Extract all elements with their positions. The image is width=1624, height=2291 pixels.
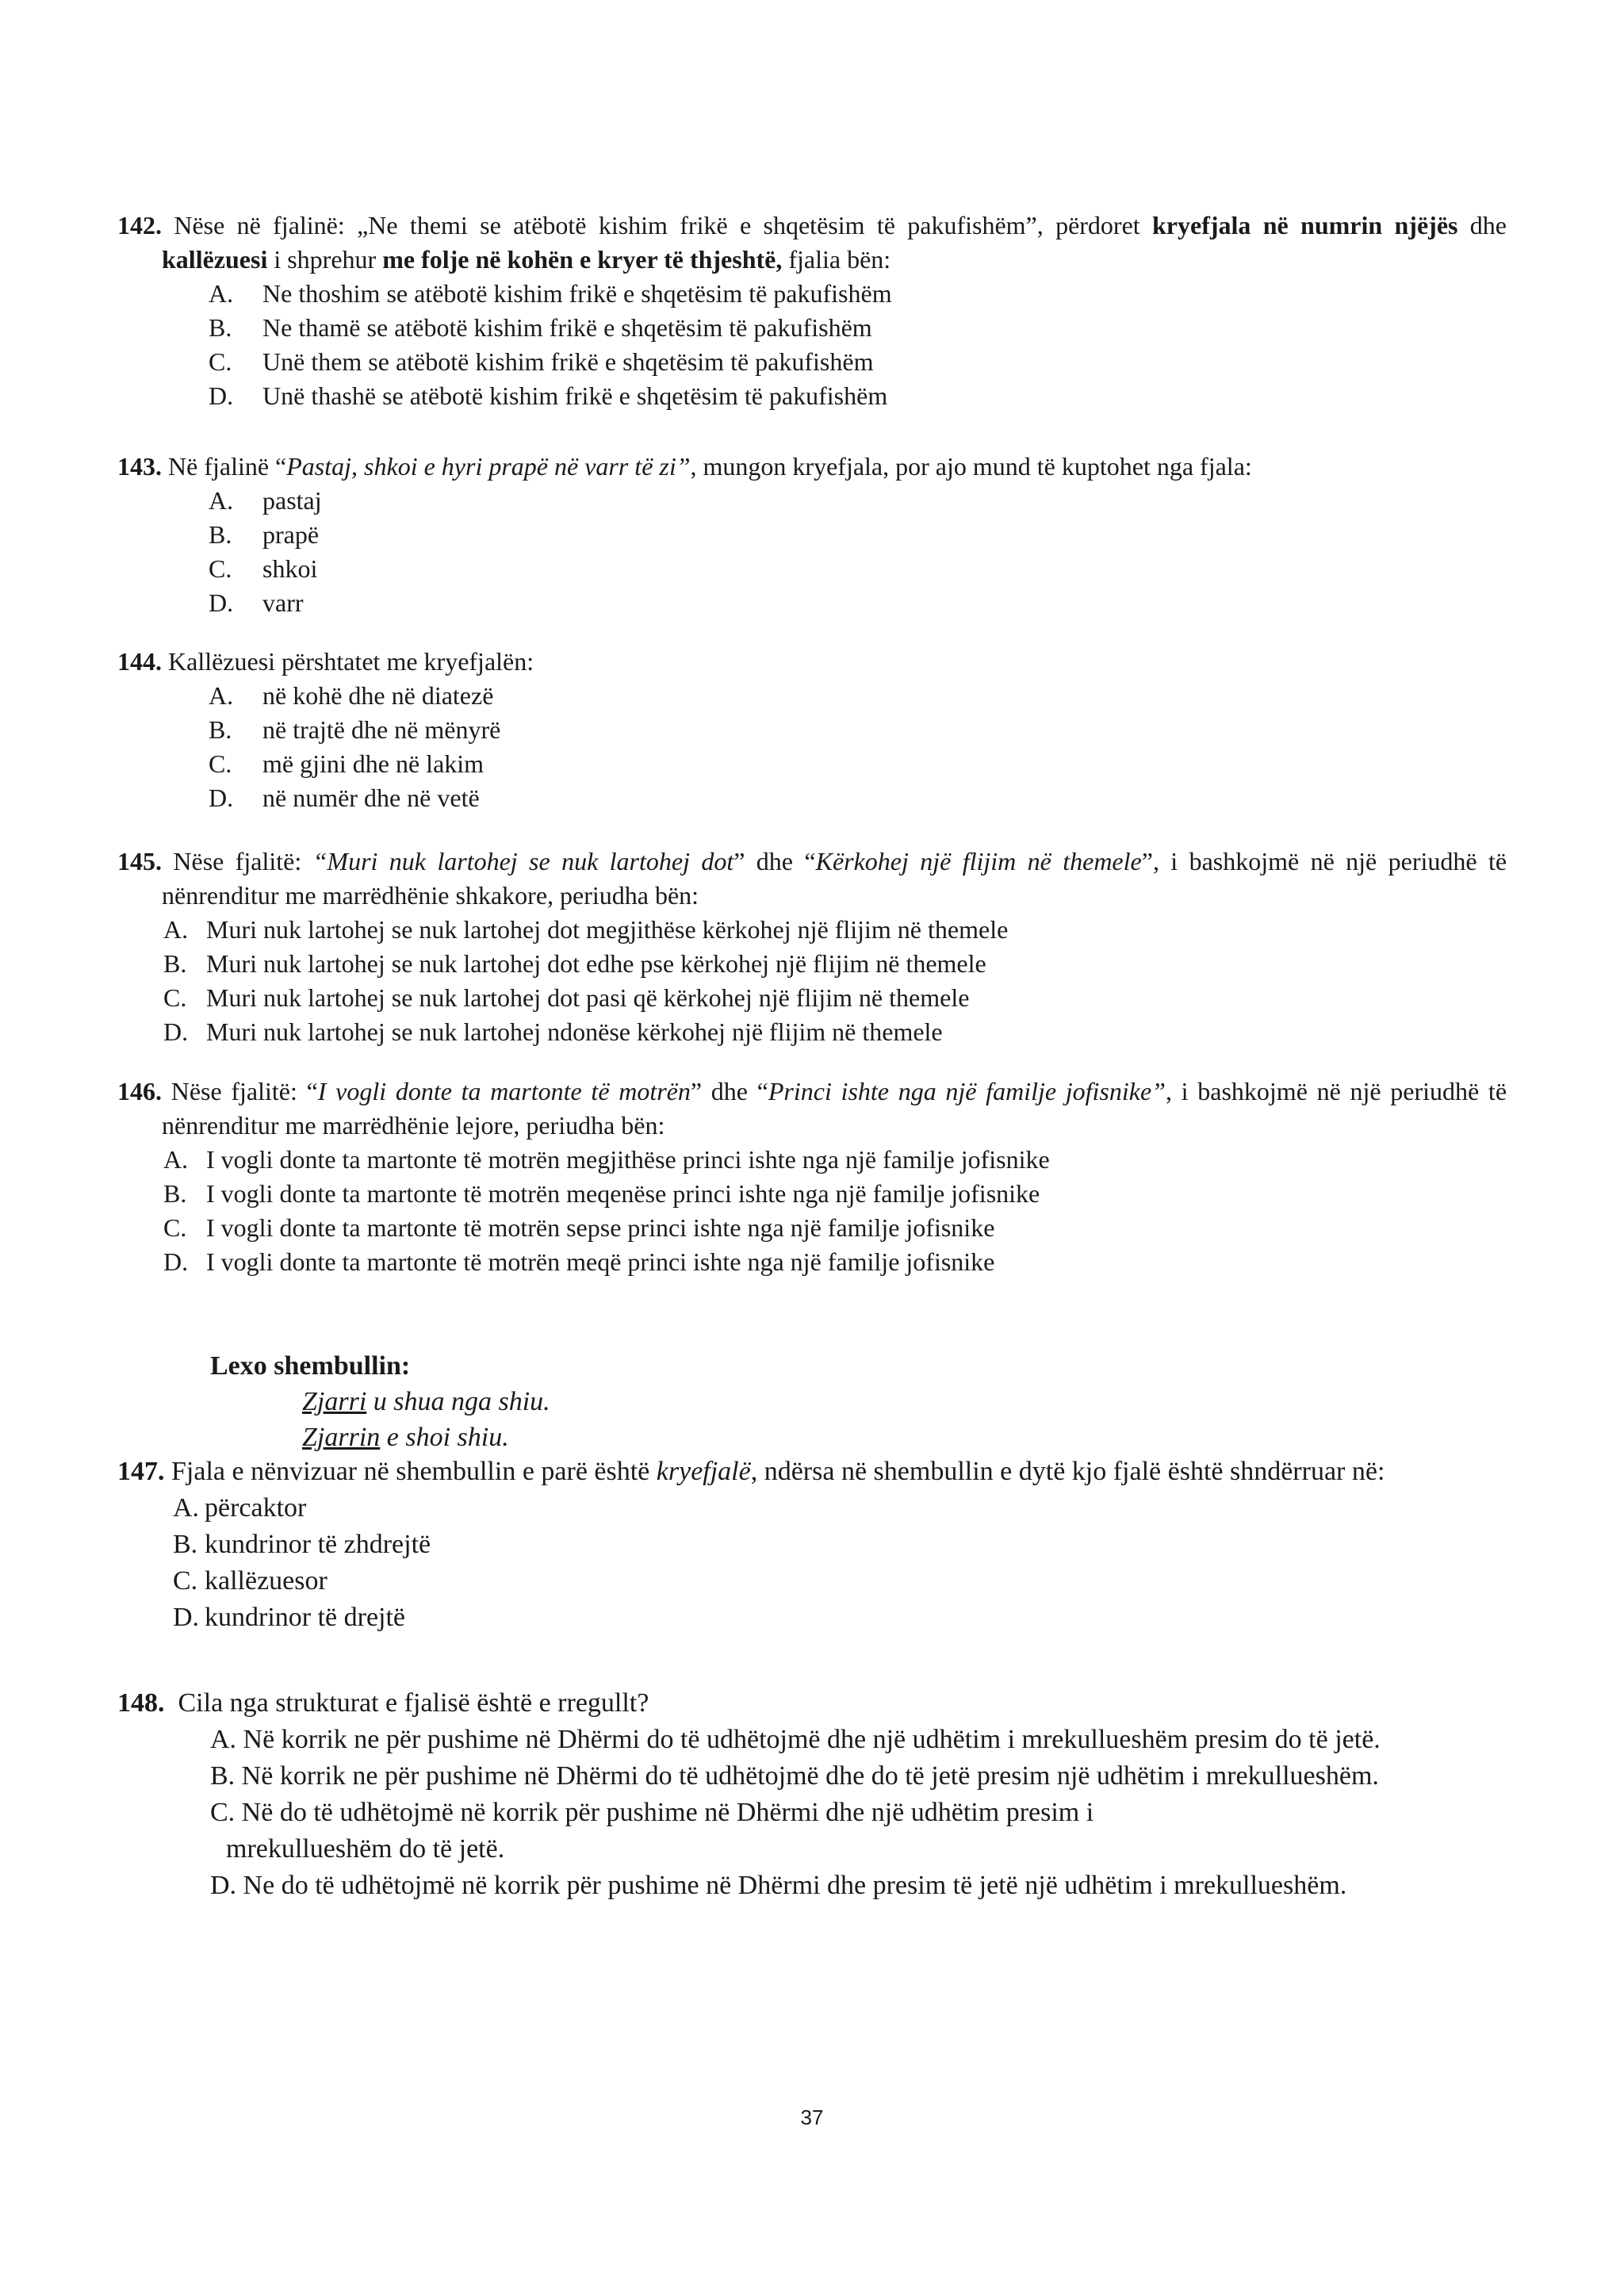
- stem-italic: Pastaj, shkoi e hyri prapë në varr të zi”: [286, 452, 691, 481]
- option-text: shkoi: [262, 554, 318, 583]
- option-text: varr: [262, 588, 304, 617]
- question-147-stem: [117, 1454, 1507, 1490]
- option-c[interactable]: [117, 1563, 1507, 1599]
- options-list: [117, 679, 1507, 815]
- question-148: [117, 1685, 1507, 1904]
- stem-bold: me folje në kohën e kryer të thjeshtë,: [382, 245, 783, 274]
- example-block: [210, 1348, 550, 1455]
- option-letter: D.: [163, 1247, 189, 1276]
- question-146: [117, 1075, 1507, 1279]
- option-b[interactable]: B. Në korrik ne për pushime në Dhërmi do të udhëtojmë dhe do të jetë presim një udhëtim i mrekullueshëm.: [210, 1761, 1379, 1791]
- page-number: 37: [800, 2105, 824, 2129]
- option-letter: B.: [209, 520, 232, 549]
- question-144: [117, 645, 1507, 815]
- option-c[interactable]: [117, 552, 1507, 586]
- stem-text: ”, i bashkojmë në një periudhë të nënrenditur me marrëdhënie shkakore, periudha bën:: [162, 847, 1507, 910]
- option-text: përcaktor: [205, 1493, 307, 1523]
- option-c[interactable]: [117, 747, 1507, 781]
- question-148-stem: [117, 1685, 1507, 1722]
- option-letter: D.: [209, 783, 234, 812]
- option-text: Muri nuk lartohej se nuk lartohej dot pasi që kërkohej një flijim në themele: [206, 983, 970, 1012]
- question-143-stem: [117, 450, 1507, 484]
- example-text: e shoi shiu.: [380, 1423, 509, 1452]
- option-c[interactable]: [117, 1211, 1507, 1245]
- option-text: Ne thamë se atëbotë kishim frikë e shqetësim të pakufishëm: [262, 313, 872, 342]
- option-d[interactable]: D. Ne do të udhëtojmë në korrik për pushime në Dhërmi dhe presim të jetë një udhëtim i mrekullueshëm.: [210, 1871, 1347, 1900]
- option-letter: A.: [209, 279, 234, 308]
- option-d[interactable]: [117, 1245, 1507, 1279]
- stem-italic: kryefjalë: [656, 1457, 751, 1486]
- option-letter: A.: [173, 1493, 200, 1523]
- option-c[interactable]: [117, 981, 1507, 1015]
- question-number: 145.: [117, 847, 162, 875]
- stem-text: ” dhe “: [690, 1077, 768, 1105]
- question-number: 146.: [117, 1077, 162, 1105]
- option-text: pastaj: [262, 486, 322, 515]
- option-text: I vogli donte ta martonte të motrën megjithëse princi ishte nga një familje jofisnike: [206, 1145, 1050, 1174]
- option-text: Muri nuk lartohej se nuk lartohej dot megjithëse kërkohej një flijim në themele: [206, 915, 1009, 944]
- option-letter: A.: [209, 486, 234, 515]
- option-letter: D.: [173, 1603, 200, 1632]
- option-text: Unë thashë se atëbotë kishim frikë e shqetësim të pakufishëm: [262, 381, 888, 410]
- option-b[interactable]: [117, 518, 1507, 552]
- option-a[interactable]: [117, 913, 1507, 947]
- option-b[interactable]: [117, 1177, 1507, 1211]
- option-letter: D.: [209, 381, 234, 410]
- option-letter: B.: [173, 1530, 198, 1559]
- option-c[interactable]: [117, 345, 1507, 379]
- underlined-word: Zjarrin: [302, 1423, 381, 1452]
- option-letter: A.: [163, 1145, 189, 1174]
- stem-text: Kallëzuesi përshtatet me kryefjalën:: [168, 647, 534, 676]
- stem-text: , i bashkojmë në një periudhë të nënrenditur me marrëdhënie lejore, periudha bën:: [162, 1077, 1507, 1140]
- option-text: më gjini dhe në lakim: [262, 749, 485, 778]
- question-145: [117, 845, 1507, 1049]
- question-145-stem: [117, 845, 1507, 913]
- option-letter: C.: [163, 1213, 187, 1242]
- question-number: 142.: [117, 211, 162, 239]
- option-letter: C.: [173, 1566, 198, 1596]
- option-text: I vogli donte ta martonte të motrën sepse princi ishte nga një familje jofisnike: [206, 1213, 995, 1242]
- option-b[interactable]: [117, 947, 1507, 981]
- stem-text: Nëse në fjalinë: „Ne themi se atëbotë kishim frikë e shqetësim të pakufishëm”, përdoret: [174, 211, 1152, 239]
- option-text: në trajtë dhe në mënyrë: [262, 715, 501, 744]
- question-142: [117, 209, 1507, 413]
- stem-text: fjalia bën:: [782, 245, 891, 274]
- stem-text: Fjala e nënvizuar në shembullin e parë është: [171, 1457, 657, 1486]
- option-text: kallëzuesor: [205, 1566, 327, 1596]
- question-146-stem: [117, 1075, 1507, 1143]
- option-letter: C.: [163, 983, 187, 1012]
- options-list: [117, 484, 1507, 620]
- option-d[interactable]: [117, 1599, 1507, 1636]
- option-c[interactable]: [117, 1795, 1507, 1868]
- stem-text: Nëse fjalitë: “: [170, 1077, 318, 1105]
- option-a[interactable]: [117, 1143, 1507, 1177]
- example-line-2: [210, 1419, 550, 1455]
- question-143: [117, 450, 1507, 620]
- option-b[interactable]: [117, 713, 1507, 747]
- stem-italic: I vogli donte ta martonte të motrën: [317, 1077, 691, 1105]
- option-letter: C.: [209, 347, 232, 376]
- option-c-line-2: mrekullueshëm do të jetë.: [226, 1834, 505, 1864]
- option-letter: C.: [209, 749, 232, 778]
- option-a[interactable]: A. Në korrik ne për pushime në Dhërmi do të udhëtojmë dhe një udhëtim i mrekullueshëm presim do të jetë.: [210, 1725, 1381, 1754]
- stem-text: Nëse fjalitë:: [173, 847, 313, 875]
- option-text: prapë: [262, 520, 320, 549]
- option-d[interactable]: [117, 379, 1507, 413]
- option-c-line-1: C. Në do të udhëtojmë në korrik për pushime në Dhërmi dhe një udhëtim presim i: [210, 1798, 1094, 1827]
- option-a[interactable]: [117, 277, 1507, 311]
- option-d[interactable]: [117, 1015, 1507, 1049]
- option-b[interactable]: [117, 311, 1507, 345]
- option-letter: D.: [163, 1017, 189, 1046]
- example-line-1: [210, 1384, 550, 1419]
- option-text: Muri nuk lartohej se nuk lartohej ndonëse kërkohej një flijim në themele: [206, 1017, 943, 1046]
- options-list: [117, 1143, 1507, 1279]
- question-142-stem: [117, 209, 1507, 277]
- stem-text: dhe: [1457, 211, 1507, 239]
- stem-italic: “Muri nuk lartohej se nuk lartohej dot: [312, 847, 734, 875]
- option-letter: D.: [209, 588, 234, 617]
- option-text: kundrinor të zhdrejtë: [205, 1530, 431, 1559]
- question-147: [117, 1454, 1507, 1636]
- stem-text: , mungon kryefjala, por ajo mund të kuptohet nga fjala:: [690, 452, 1252, 481]
- question-number: 147.: [117, 1457, 165, 1486]
- stem-text: Cila nga strukturat e fjalisë është e rregullt?: [178, 1688, 649, 1718]
- option-letter: A.: [163, 915, 189, 944]
- option-a[interactable]: [117, 484, 1507, 518]
- option-text: në kohë dhe në diatezë: [262, 681, 494, 710]
- stem-text: ” dhe “: [733, 847, 816, 875]
- option-text: në numër dhe në vetë: [262, 783, 480, 812]
- option-d[interactable]: [117, 781, 1507, 815]
- question-number: 148.: [117, 1688, 165, 1718]
- underlined-word: Zjarri: [302, 1387, 367, 1416]
- option-letter: B.: [209, 313, 232, 342]
- question-number: 143.: [117, 452, 162, 481]
- option-letter: A.: [209, 681, 234, 710]
- question-144-stem: [117, 645, 1507, 679]
- example-heading: Lexo shembullin:: [210, 1351, 411, 1381]
- option-letter: B.: [209, 715, 232, 744]
- options-list: [117, 277, 1507, 413]
- option-text: Unë them se atëbotë kishim frikë e shqetësim të pakufishëm: [262, 347, 874, 376]
- option-text: kundrinor të drejtë: [205, 1603, 406, 1632]
- option-a[interactable]: [117, 679, 1507, 713]
- stem-text: i shprehur: [267, 245, 383, 274]
- stem-text: , ndërsa në shembullin e dytë kjo fjalë është shndërruar në:: [750, 1457, 1385, 1486]
- stem-bold: kryefjala në numrin njëjës: [1152, 211, 1458, 239]
- option-a[interactable]: [117, 1490, 1507, 1527]
- stem-italic: Kërkohej një flijim në themele: [815, 847, 1142, 875]
- option-text: Muri nuk lartohej se nuk lartohej dot edhe pse kërkohej një flijim në themele: [206, 949, 986, 978]
- example-text: u shua nga shiu.: [366, 1387, 550, 1416]
- option-letter: C.: [209, 554, 232, 583]
- option-letter: B.: [163, 949, 187, 978]
- option-letter: B.: [163, 1179, 187, 1208]
- option-text: I vogli donte ta martonte të motrën meqë princi ishte nga një familje jofisnike: [206, 1247, 995, 1276]
- stem-bold: kallëzuesi: [162, 245, 268, 274]
- stem-italic: Princi ishte nga një familje jofisnike”: [768, 1077, 1166, 1105]
- options-list: [117, 1490, 1507, 1636]
- option-text: Ne thoshim se atëbotë kishim frikë e shqetësim të pakufishëm: [262, 279, 892, 308]
- option-d[interactable]: [117, 586, 1507, 620]
- options-list: [117, 913, 1507, 1049]
- stem-text: Në fjalinë “: [168, 452, 287, 481]
- question-number: 144.: [117, 647, 162, 676]
- option-b[interactable]: [117, 1527, 1507, 1563]
- option-text: I vogli donte ta martonte të motrën meqenëse princi ishte nga një familje jofisnike: [206, 1179, 1040, 1208]
